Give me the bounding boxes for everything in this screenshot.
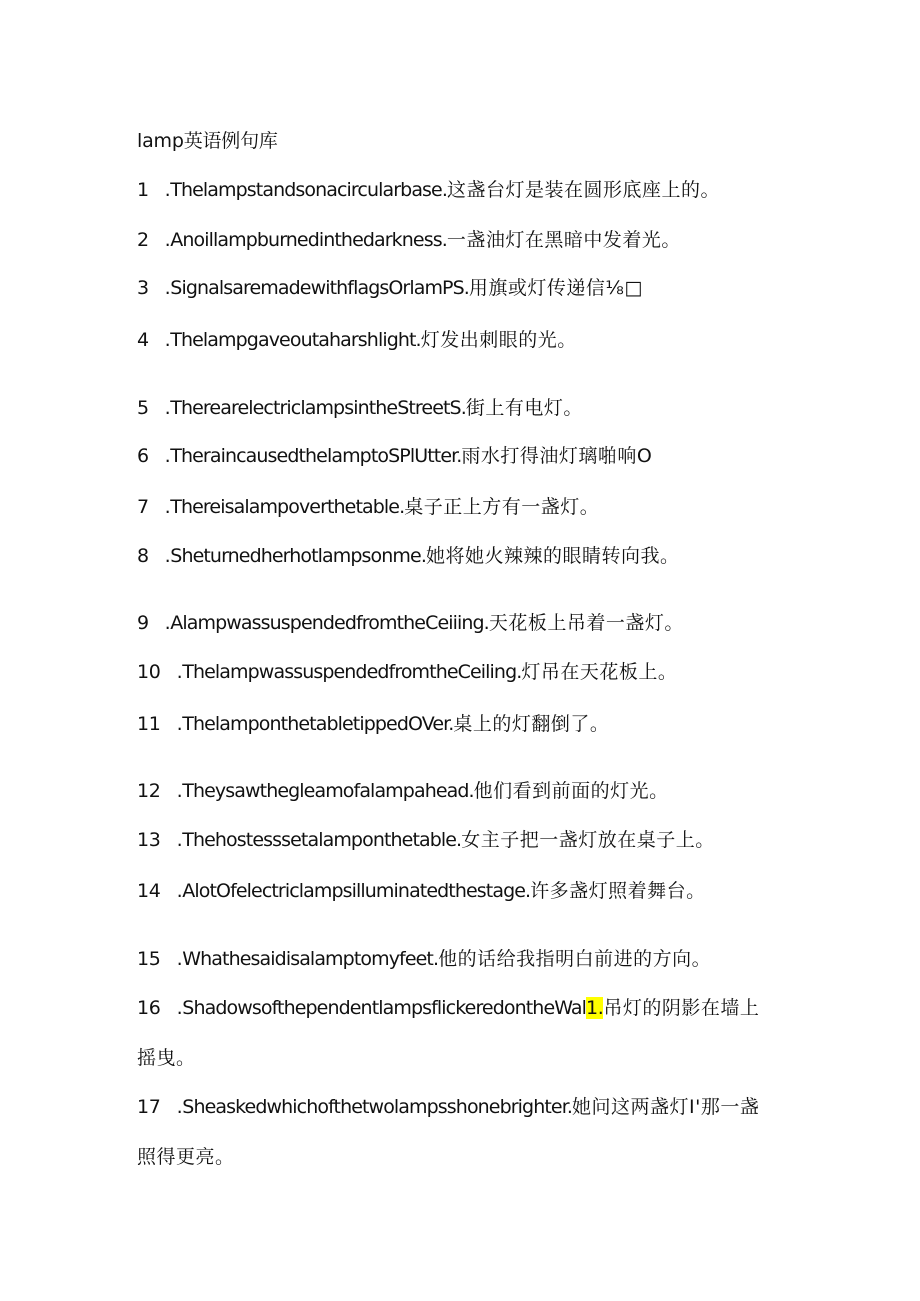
- sentence-english: Sheturnedherhotlampsonme.: [170, 545, 426, 567]
- sentence-english: Sheaskedwhichofthetwolampsshonebrighter.: [182, 1096, 573, 1118]
- sentence-line: [137, 441, 652, 468]
- sentence-chinese: 这盏台灯是装在圆形底座上的。: [447, 179, 721, 201]
- sentence-english: AlampwassuspendedfromtheCeiiing.: [170, 612, 489, 634]
- highlighted-text: 1.: [586, 997, 604, 1019]
- sentence-english: Thereisalampoverthetable.: [170, 496, 405, 518]
- sentence-chinese: 她问这两盏灯I'那一盏: [572, 1096, 760, 1118]
- sentence-line: [137, 1092, 759, 1119]
- sentence-number: 3: [137, 277, 149, 299]
- sentence-dot: .: [164, 545, 171, 567]
- sentence-dot: .: [176, 829, 183, 851]
- sentence-english: Whathesaidisalamptomyfeet.: [182, 948, 439, 970]
- sentence-english: Thelampgaveoutaharshlight.: [170, 329, 421, 351]
- sentence-line: [137, 541, 679, 568]
- sentence-dot: .: [164, 179, 171, 201]
- sentence-english: SignalsaremadewithflagsOrlamPS.: [170, 277, 469, 299]
- sentence-number: 10: [137, 661, 161, 683]
- sentence-chinese: 一盏油灯在黑暗中发着光。: [446, 229, 681, 251]
- sentence-dot: .: [164, 229, 171, 251]
- sentence-english: ThelamponthetabletippedOVer.: [182, 713, 454, 735]
- sentence-number: 16: [137, 997, 161, 1019]
- sentence-dot: .: [164, 496, 171, 518]
- sentence-number: 6: [137, 445, 149, 467]
- sentence-continuation: 摇曳。: [137, 1047, 196, 1069]
- sentence-line: [137, 709, 609, 736]
- sentence-number: 13: [137, 829, 161, 851]
- sentence-dot: .: [176, 713, 183, 735]
- sentence-chinese: 雨水打得油灯璃啪响O: [461, 445, 653, 467]
- sentence-chinese: 天花板上吊着一盏灯。: [488, 612, 684, 634]
- sentence-number: 1: [137, 179, 149, 201]
- sentence-dot: .: [176, 780, 183, 802]
- sentence-english: ThelampwassuspendedfromtheCeiling.: [182, 661, 522, 683]
- sentence-english: Thelampstandsonacircularbase.: [170, 179, 447, 201]
- sentence-chinese: 用旗或灯传递信⅛□: [468, 277, 643, 299]
- sentence-chinese: 桌子正上方有一盏灯。: [404, 496, 600, 518]
- sentence-english: Theysawthegleamofalampahead.: [182, 780, 474, 802]
- sentence-chinese: 桌上的灯翻倒了。: [453, 713, 610, 735]
- sentence-number: 17: [137, 1096, 161, 1118]
- sentence-english: Anoillampburnedinthedarkness.: [170, 229, 447, 251]
- sentence-chinese: 街上有电灯。: [465, 397, 583, 419]
- sentence-line: [137, 993, 759, 1020]
- sentence-dot: .: [164, 277, 171, 299]
- sentence-english: Thehostesssetalamponthetable.: [182, 829, 462, 851]
- sentence-dot: .: [176, 1096, 183, 1118]
- sentence-number: 8: [137, 545, 149, 567]
- sentence-dot: .: [164, 397, 171, 419]
- sentence-line: [137, 273, 643, 300]
- sentence-number: 14: [137, 880, 161, 902]
- sentence-line: [137, 944, 711, 971]
- sentence-chinese: 灯发出刺眼的光。: [420, 329, 577, 351]
- sentence-english: AlotOfelectriclampsilluminatedthestage.: [182, 880, 531, 902]
- sentence-line: [137, 876, 706, 903]
- sentence-chinese: 她将她火辣辣的眼睛转向我。: [425, 545, 680, 567]
- sentence-line: [137, 393, 583, 420]
- sentence-number: 9: [137, 612, 149, 634]
- sentence-number: 7: [137, 496, 149, 518]
- sentence-dot: .: [176, 948, 183, 970]
- sentence-dot: .: [176, 880, 183, 902]
- sentence-line: [137, 325, 577, 352]
- sentence-number: 11: [137, 713, 161, 735]
- sentence-number: 5: [137, 397, 149, 419]
- sentence-line: [137, 225, 681, 252]
- sentence-number: 15: [137, 948, 161, 970]
- sentence-chinese: 许多盏灯照着舞台。: [530, 880, 706, 902]
- sentence-number: 2: [137, 229, 149, 251]
- page-title: lamp英语例句库: [137, 130, 278, 152]
- sentence-dot: .: [164, 329, 171, 351]
- sentence-line: [137, 776, 669, 803]
- sentence-english: ShadowsofthependentlampsflickeredontheWal: [182, 997, 587, 1019]
- sentence-dot: .: [164, 612, 171, 634]
- sentence-chinese: 他们看到前面的灯光。: [473, 780, 669, 802]
- sentence-line: [137, 608, 684, 635]
- sentence-dot: .: [164, 445, 171, 467]
- sentence-line: [137, 825, 715, 852]
- sentence-dot: .: [176, 661, 183, 683]
- sentence-chinese: 女主子把一盏灯放在桌子上。: [461, 829, 715, 851]
- sentence-english: TherearelectriclampsintheStreetS.: [170, 397, 466, 419]
- sentence-english: TheraincausedthelamptoSPlUtter.: [170, 445, 462, 467]
- sentence-line: [137, 492, 599, 519]
- sentence-chinese: 灯吊在天花板上。: [521, 661, 678, 683]
- sentence-dot: .: [176, 997, 183, 1019]
- sentence-number: 12: [137, 780, 161, 802]
- sentence-chinese: 他的话给我指明白前进的方向。: [438, 948, 712, 970]
- sentence-line: [137, 657, 677, 684]
- sentence-continuation: 照得更亮。: [137, 1146, 235, 1168]
- sentence-number: 4: [137, 329, 149, 351]
- sentence-line: [137, 175, 720, 202]
- sentence-chinese: 吊灯的阴影在墙上: [603, 997, 760, 1019]
